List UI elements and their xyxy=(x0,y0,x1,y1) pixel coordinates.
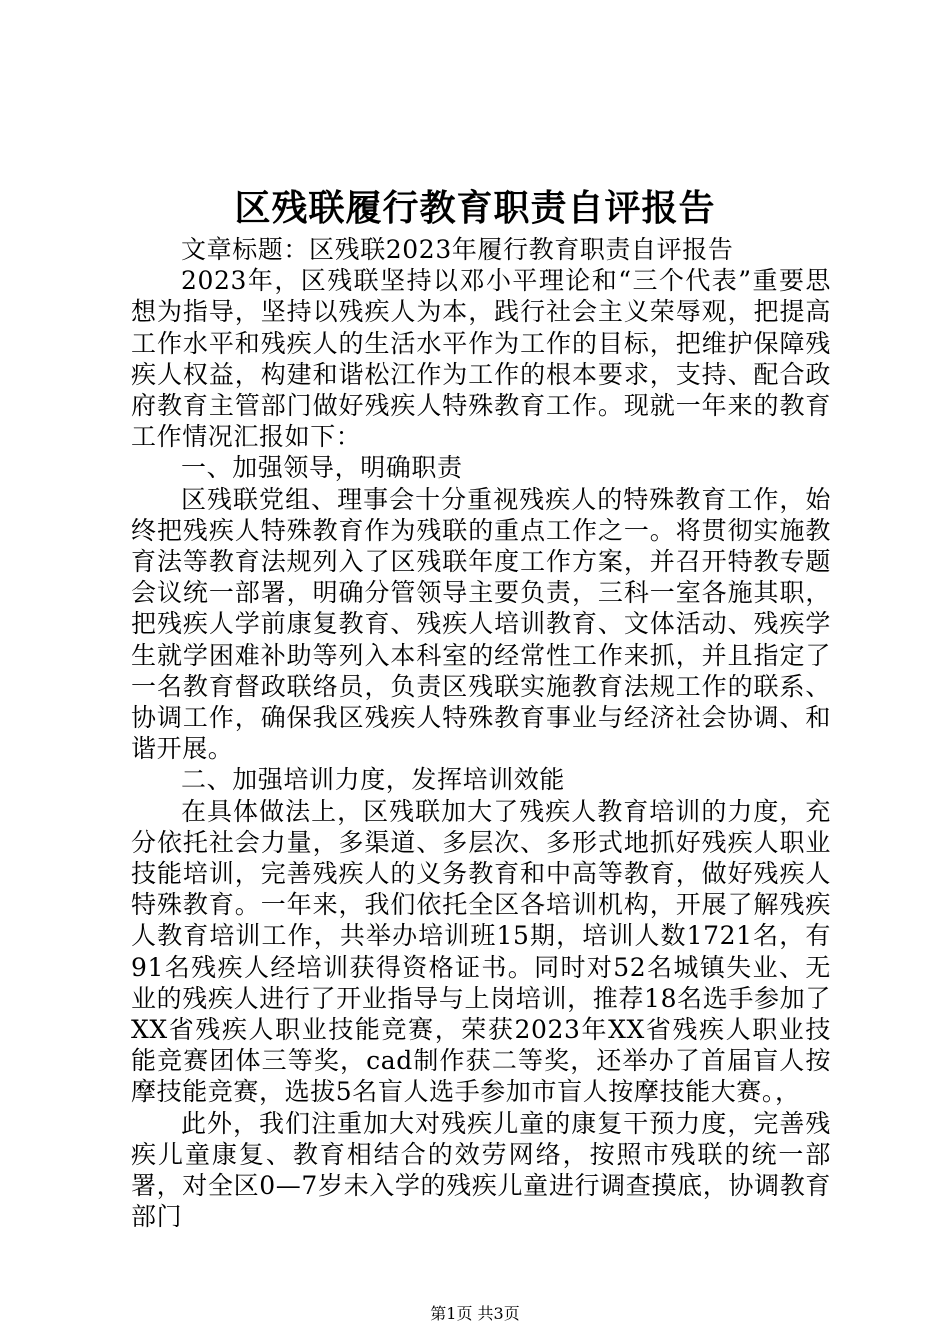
page-footer: 第1页 共3页 xyxy=(430,1304,520,1323)
section-2-paragraph: 在具体做法上，区残联加大了残疾人教育培训的力度，充分依托社会力量，多渠道、多层次、多形式地抓好残疾人职业技能培训，完善残疾人的义务教育和中高等教育，做好残疾人特殊教育。一年来，我们依托全区各培训机构，开展了解残疾人教育培训工作，共举办培训班15期，培训人数1721名，有91名残疾人经培训获得资格证书。同时对52名城镇失业、无业的残疾人进行了开业指导与上岗培训，推荐18名选手参加了XX省残疾人职业技能竞赛，荣获2023年XX省残疾人职业技能竞赛团体三等奖，cad制作获二等奖，还举办了首届盲人按摩技能竞赛，选拔5名盲人选手参加市盲人按摩技能大赛。， xyxy=(131,796,831,1107)
section-1-paragraph: 区残联党组、理事会十分重视残疾人的特殊教育工作，始终把残疾人特殊教育作为残联的重点工作之一。将贯彻实施教育法等教育法规列入了区残联年度工作方案，并召开特教专题会议统一部署，明确分管领导主要负责，三科一室各施其职，把残疾人学前康复教育、残疾人培训教育、文体活动、残疾学生就学困难补助等列入本科室的经常性工作来抓，并且指定了一名教育督政联络员，负责区残联实施教育法规工作的联系、协调工作，确保我区残疾人特殊教育事业与经济社会协调、和谐开展。 xyxy=(131,484,831,764)
section-2-paragraph-continued: 此外，我们注重加大对残疾儿童的康复干预力度，完善残疾儿童康复、教育相结合的效劳网络，按照市残联的统一部署，对全区0—7岁未入学的残疾儿童进行调查摸底，协调教育部门 xyxy=(131,1108,831,1232)
article-title-line: 文章标题：区残联2023年履行教育职责自评报告 xyxy=(181,235,734,264)
intro-paragraph: 2023年，区残联坚持以邓小平理论和“三个代表”重要思想为指导，坚持以残疾人为本，践行社会主义荣辱观，把提高工作水平和残疾人的生活水平作为工作的目标，把维护保障残疾人权益，构建和谐松江作为工作的根本要求，支持、配合政府教育主管部门做好残疾人特殊教育工作。现就一年来的教育工作情况汇报如下： xyxy=(131,266,831,452)
section-heading-2: 二、加强培训力度，发挥培训效能 xyxy=(181,765,566,795)
document-title: 区残联履行教育职责自评报告 xyxy=(234,187,716,229)
section-heading-1: 一、加强领导，明确职责 xyxy=(181,453,463,483)
document-body xyxy=(131,234,831,1233)
